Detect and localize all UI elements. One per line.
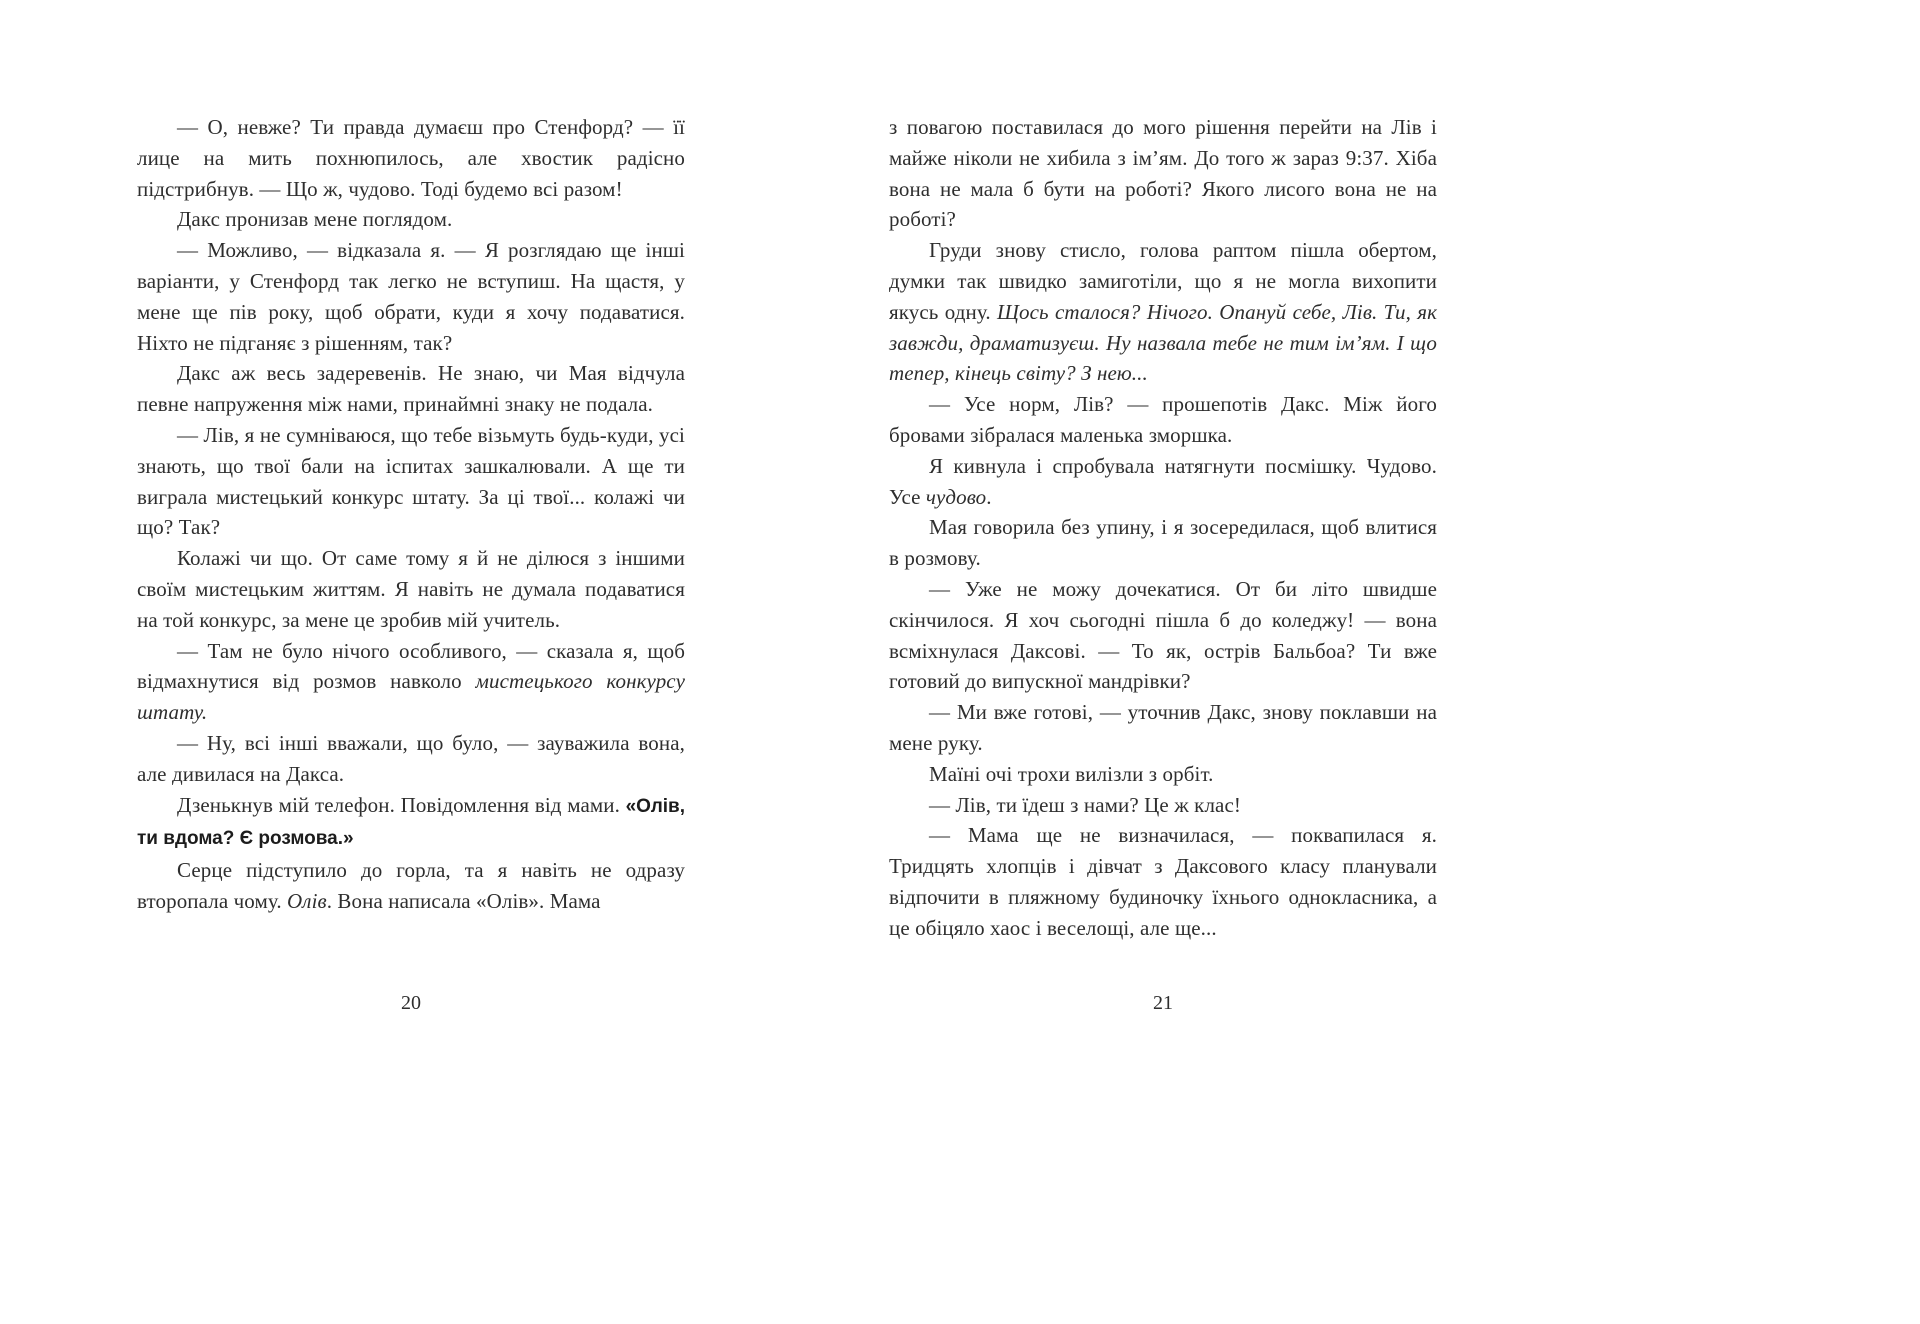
text-run: Груди знову стисло, голова раптом пішла обертом, думки так швидко замиготіли, що я не могла вихопити якусь одну.: [889, 238, 1437, 324]
text-run: Серце підступило до горла, та я навіть не одразу второпала чому.: [137, 858, 685, 913]
page-right-text: [889, 112, 1437, 944]
paragraph: [889, 512, 1437, 574]
text-run: — Лів, я не сумніваюся, що тебе візьмуть будь-куди, усі знають, що твої бали на іспитах зашкалювали. А ще ти виграла мистецький конкурс штату. За ці твої... колажі чи що? Так?: [137, 422, 685, 540]
paragraph: [137, 235, 685, 358]
text-run: — Ми вже готові, — уточнив Дакс, знову поклавши на мене руку.: [889, 700, 1437, 755]
paragraph: [137, 204, 685, 235]
paragraph: [137, 420, 685, 543]
paragraph: [137, 636, 685, 728]
text-run: — Можливо, — відказала я. — Я розглядаю ще інші варіанти, у Стенфорд так легко не вступиш. На щастя, у мене ще пів року, щоб обрати, куди я хочу подаватися. Ніхто не підганяє з рішенням, так?: [137, 238, 685, 355]
page-left-text: [137, 112, 685, 917]
italic-text-run: Щось сталося? Нічого. Опануй себе, Лів. Ти, як завжди, драматизуєш. Ну назвала тебе не тим ім’ям. І що тепер, кінець світу? З нею...: [889, 299, 1437, 386]
text-run: Дакс аж весь задеревенів. Не знаю, чи Мая відчула певне напруження між нами, принаймні знаку не подала.: [137, 361, 685, 417]
italic-text-run: мистецького конкурсу штату.: [137, 669, 685, 725]
text-run: Я кивнула і спробувала натягнути посмішку. Чудово. Усе: [889, 453, 1437, 509]
paragraph: [889, 820, 1437, 943]
paragraph: [137, 358, 685, 420]
paragraph: [137, 790, 685, 856]
page-number-right: 21: [1153, 992, 1173, 1014]
italic-text-run: чудово: [925, 484, 987, 509]
text-run: — Ну, всі інші вважали, що було, — зауважила вона, але дивилася на Дакса.: [137, 730, 685, 786]
message-text-run: «Олів, ти вдома? Є розмова.»: [137, 795, 685, 850]
text-run: Колажі чи що. От саме тому я й не ділюся з іншими своїм мистецьким життям. Я навіть не думала подаватися на той конкурс, за мене це зробив мій учитель.: [137, 546, 685, 632]
text-run: — О, невже? Ти правда думаєш про Стенфорд? — її лице на мить похнюпилось, але хвостик радісно підстрибнув. — Що ж, чудово. Тоді будемо всі разом!: [137, 115, 685, 201]
page-right: [889, 112, 1437, 1052]
paragraph: [137, 728, 685, 790]
text-run: — Там не було нічого особливого, — сказала я, щоб відмахнутися від розмов навколо: [137, 638, 685, 694]
text-run: з повагою поставилася до мого рішення перейти на Лів і майже ніколи не хибила з ім’ям. До того ж зараз 9:37. Хіба вона не мала б бути на роботі? Якого лисого вона не на роботі?: [889, 115, 1437, 232]
text-run: Дзенькнув мій телефон. Повідомлення від мами.: [177, 792, 626, 817]
page-number-left: 20: [401, 992, 421, 1014]
page-left: [137, 112, 685, 1052]
paragraph: [137, 543, 685, 635]
paragraph: [137, 112, 685, 204]
italic-text-run: Олів: [287, 888, 327, 913]
paragraph: [889, 697, 1437, 759]
paragraph: [889, 759, 1437, 790]
text-run: .: [986, 484, 992, 509]
text-run: — Лів, ти їдеш з нами? Це ж клас!: [929, 792, 1241, 817]
paragraph: [889, 451, 1437, 513]
paragraph: [889, 389, 1437, 451]
paragraph: [889, 790, 1437, 821]
text-run: — Уже не можу дочекатися. От би літо швидше скінчилося. Я хоч сьогодні пішла б до коледжу! — вона всміхнулася Даксові. — То як, острів Бальбоа? Ти вже готовий до випускної мандрівки?: [889, 576, 1437, 694]
text-run: . Вона написала «Олів». Мама: [326, 888, 601, 913]
paragraph: [889, 235, 1437, 389]
text-run: Мая говорила без упину, і я зосередилася, щоб влитися в розмову.: [889, 515, 1437, 571]
paragraph: [889, 112, 1437, 235]
text-run: Дакс пронизав мене поглядом.: [177, 207, 453, 232]
text-run: Маїні очі трохи вилізли з орбіт.: [929, 761, 1214, 786]
paragraph: [137, 855, 685, 917]
text-run: — Мама ще не визначилася, — поквапилася я. Тридцять хлопців і дівчат з Даксового класу планували відпочити в пляжному будиночку їхнього однокласника, а це обіцяло хаос і веселощі, але ще...: [889, 823, 1437, 940]
text-run: — Усе норм, Лів? — прошепотів Дакс. Між його бровами зібралася маленька зморшка.: [889, 392, 1437, 447]
paragraph: [889, 574, 1437, 697]
